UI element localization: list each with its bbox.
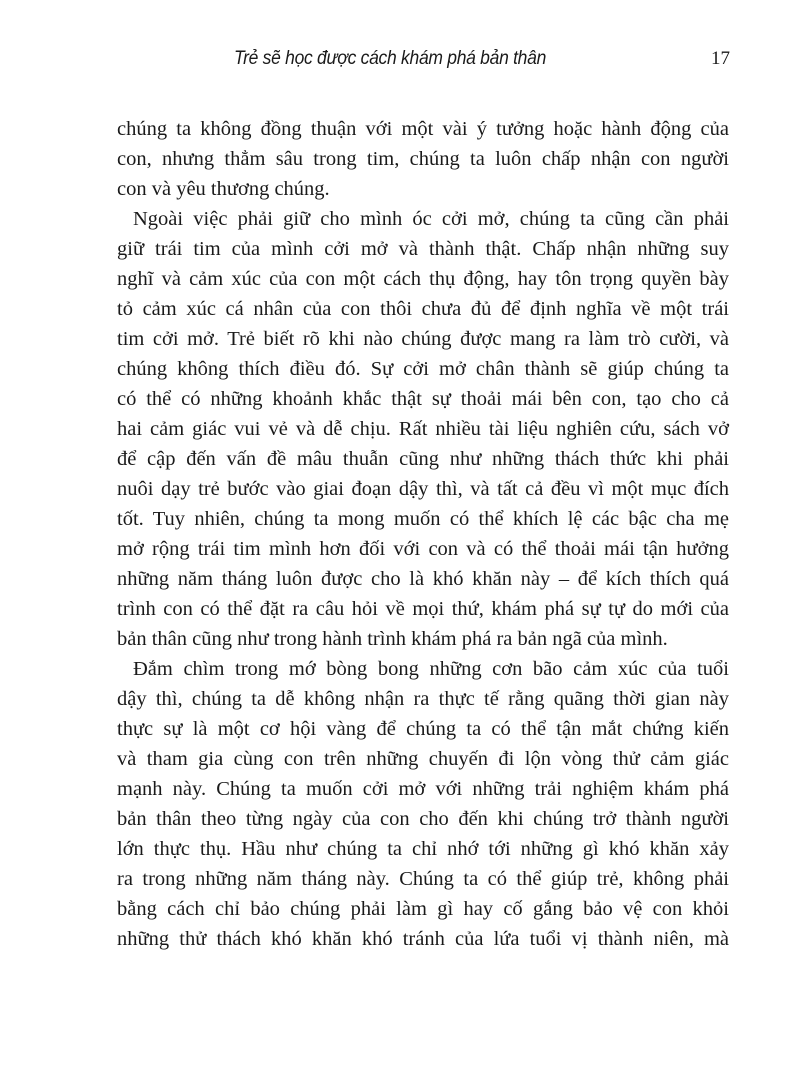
text-line: nghĩ và cảm xúc của con một cách thụ động, hay tôn trọng quyền bày	[117, 268, 729, 290]
text-line: bản thân theo từng ngày của con cho đến khi chúng trở thành người	[117, 808, 729, 830]
text-line: giữ trái tim của mình cởi mở và thành thật. Chấp nhận những suy	[117, 238, 729, 260]
text-line: có thể có những khoảnh khắc thật sự thoải mái bên con, tạo cho cả	[117, 388, 729, 410]
paragraph	[117, 114, 729, 204]
text-line: mạnh này. Chúng ta muốn cởi mở với những trải nghiệm khám phá	[117, 778, 729, 800]
text-line: tim cởi mở. Trẻ biết rõ khi nào chúng được mang ra làm trò cười, và	[117, 328, 729, 350]
text-line: chúng ta không đồng thuận với một vài ý tưởng hoặc hành động của	[117, 118, 729, 140]
text-line: tốt. Tuy nhiên, chúng ta mong muốn có thể khích lệ các bậc cha mẹ	[117, 508, 729, 530]
text-line: thực sự là một cơ hội vàng để chúng ta có thể tận mắt chứng kiến	[117, 718, 729, 740]
text-line: con và yêu thương chúng.	[117, 178, 330, 200]
text-line: nuôi dạy trẻ bước vào giai đoạn dậy thì, và tất cả đều vì một mục đích	[117, 478, 729, 500]
paragraph	[117, 204, 729, 654]
text-line: hai cảm giác vui vẻ và dễ chịu. Rất nhiều tài liệu nghiên cứu, sách vở	[117, 418, 729, 440]
text-line: Ngoài việc phải giữ cho mình óc cởi mở, chúng ta cũng cần phải	[133, 208, 729, 230]
text-line: trình con có thể đặt ra câu hỏi về mọi thứ, khám phá sự tự do mới của	[117, 598, 729, 620]
running-title: Trẻ sẽ học được cách khám phá bản thân	[233, 48, 547, 69]
text-line: lớn thực thụ. Hầu như chúng ta chỉ nhớ tới những gì khó khăn xảy	[117, 838, 729, 860]
text-line: Đắm chìm trong mớ bòng bong những cơn bão cảm xúc của tuổi	[133, 658, 729, 680]
text-line: dậy thì, chúng ta dễ không nhận ra thực tế rằng quãng thời gian này	[117, 688, 729, 710]
text-line: con, nhưng thẳm sâu trong tim, chúng ta luôn chấp nhận con người	[117, 148, 729, 170]
text-line: bằng cách chỉ bảo chúng phải làm gì hay cố gắng bảo vệ con khỏi	[117, 898, 729, 920]
paragraph	[117, 654, 729, 954]
text-line: ra trong những năm tháng này. Chúng ta có thể giúp trẻ, không phải	[117, 868, 729, 890]
text-line: và tham gia cùng con trên những chuyến đi lộn vòng thử cảm giác	[117, 748, 729, 770]
text-line: những thử thách khó khăn khó tránh của lứa tuổi vị thành niên, mà	[117, 928, 729, 950]
text-line: để cập đến vấn đề mâu thuẫn cũng như những thách thức khi phải	[117, 448, 729, 470]
page-number: 17	[711, 48, 730, 69]
text-line: bản thân cũng như trong hành trình khám phá ra bản ngã của mình.	[117, 628, 668, 650]
text-line: tỏ cảm xúc cá nhân của con thôi chưa đủ để định nghĩa về một trái	[117, 298, 729, 320]
text-line: mở rộng trái tim mình hơn đối với con và có thể thoải mái tận hưởng	[117, 538, 729, 560]
text-line: chúng không thích điều đó. Sự cởi mở chân thành sẽ giúp chúng ta	[117, 358, 729, 380]
text-line: những năm tháng luôn được cho là khó khăn này – để kích thích quá	[117, 568, 729, 590]
body-text	[117, 114, 729, 954]
